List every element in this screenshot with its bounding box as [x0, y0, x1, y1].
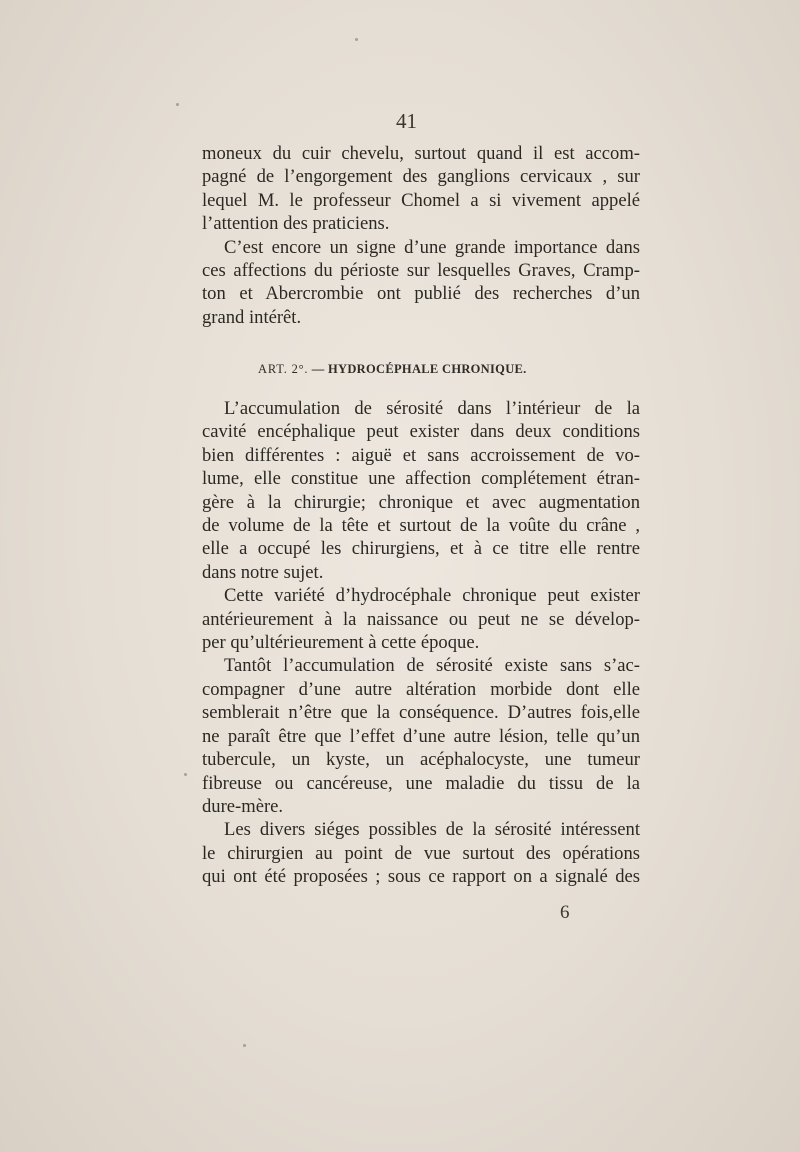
text-line: grand intérêt. [202, 306, 302, 328]
page-number: 41 [396, 109, 417, 133]
text-line: Tantôt l’accumulation de sérosité existe sans s’ac- [224, 655, 640, 677]
text-line: qui ont été proposées ; sous ce rapport on a signalé des [202, 866, 640, 888]
text-line: lume, elle constitue une affection complétement étran- [202, 468, 640, 490]
text-line: de volume de la tête et surtout de la voûte du crâne , [202, 515, 640, 537]
text-line: Cette variété d’hydrocéphale chronique peut exister [224, 585, 640, 607]
article-number: ART. 2°. [258, 362, 309, 376]
text-line: C’est encore un signe d’une grande importance dans [224, 236, 640, 258]
text-line: ton et Abercrombie ont publié des recherches d’un [202, 283, 640, 305]
text-line: pagné de l’engorgement des ganglions cervicaux , sur [202, 166, 640, 188]
paragraph-block-1 [202, 142, 640, 329]
paragraph-block-2 [202, 397, 640, 889]
text-line: Les divers siéges possibles de la sérosité intéressent [224, 819, 640, 841]
text-line: elle a occupé les chirurgiens, et à ce titre elle rentre [202, 538, 640, 560]
text-line: gère à la chirurgie; chronique et avec augmentation [202, 491, 640, 513]
text-line: semblerait n’être que la conséquence. D’autres fois,elle [202, 702, 640, 724]
text-line: lequel M. le professeur Chomel a si vivement appelé [202, 189, 640, 211]
paper-speck [243, 1044, 246, 1047]
text-line: l’attention des praticiens. [202, 213, 390, 235]
text-line: bien différentes : aiguë et sans accroissement de vo- [202, 444, 640, 466]
text-line: dure-mère. [202, 795, 284, 817]
text-line: cavité encéphalique peut exister dans deux conditions [202, 421, 640, 443]
text-line: fibreuse ou cancéreuse, une maladie du tissu de la [202, 772, 640, 794]
text-line: antérieurement à la naissance ou peut ne se dévelop- [202, 608, 640, 630]
text-line: moneux du cuir chevelu, surtout quand il est accom- [202, 143, 640, 164]
text-line: ces affections du périoste sur lesquelles Graves, Cramp- [202, 260, 640, 282]
text-line: per qu’ultérieurement à cette époque. [202, 632, 480, 654]
section-heading [258, 362, 598, 377]
text-line: compagner d’une autre altération morbide dont elle [202, 678, 640, 700]
text-line: dans notre sujet. [202, 561, 324, 583]
text-line: tubercule, un kyste, un acéphalocyste, une tumeur [202, 749, 640, 771]
text-line: L’accumulation de sérosité dans l’intérieur de la [224, 398, 640, 419]
text-line: le chirurgien au point de vue surtout des opérations [202, 842, 640, 864]
text-line: ne paraît être que l’effet d’une autre lésion, telle qu’un [202, 725, 640, 747]
paper-speck [355, 38, 358, 41]
article-title: — HYDROCÉPHALE CHRONIQUE. [308, 362, 527, 376]
signature-mark: 6 [560, 902, 570, 923]
paper-speck [176, 103, 179, 106]
paper-speck [184, 773, 187, 776]
